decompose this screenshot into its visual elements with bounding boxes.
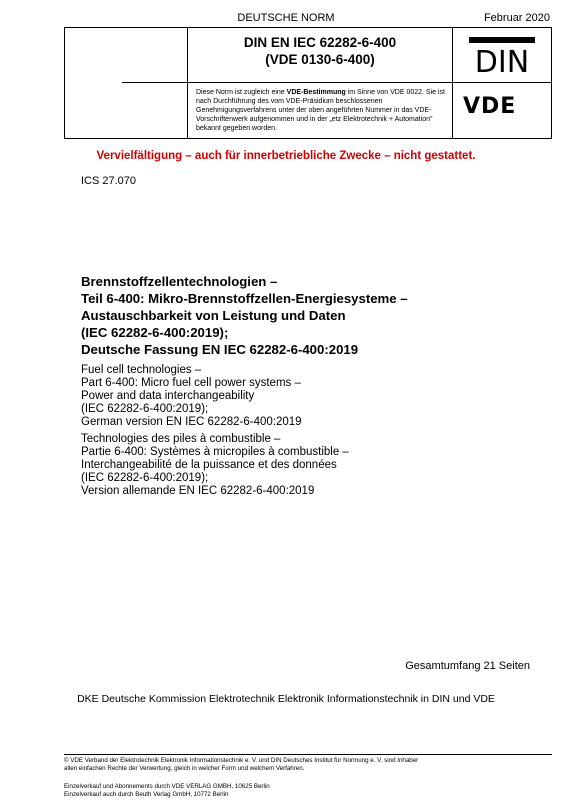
- publication-date: Februar 2020: [483, 12, 550, 24]
- french-title-line: Version allemande EN IEC 62282-6-400:2019: [81, 485, 315, 497]
- vde-notice-post: im Sinne von VDE 0022. Sie ist nach Durchführung des vom VDE-Präsidium beschlossenen Genehmigungsverfahrens unter der oben angeführten Nummer in das VDE-Vorschriftenwerk aufgenommen und in der „etz Elektrotechnik + Automation" bekannt gegeben worden.: [196, 89, 445, 132]
- copyright-line: allen einfachen Rechte der Verwertung, gleich in welcher Form und welchem Verfahren.: [64, 764, 305, 772]
- vde-notice-bold: VDE-Bestimmung: [286, 89, 346, 96]
- english-title: [81, 364, 521, 429]
- document-number-vde: (VDE 0130-6-400): [265, 52, 375, 67]
- sales-info: [64, 783, 544, 798]
- page-count: Gesamtumfang 21 Seiten: [405, 660, 530, 672]
- english-title-line: Power and data interchangeability: [81, 390, 255, 402]
- document-number: [188, 34, 452, 68]
- document-number-din: DIN EN IEC 62282-6-400: [243, 35, 397, 50]
- copyright-notice: [64, 757, 544, 772]
- reproduction-warning: Vervielfältigung – auch für innerbetriebliche Zwecke – nicht gestattet.: [96, 150, 476, 162]
- french-title-line: Partie 6-400: Systèmes à micropiles à combustible –: [81, 446, 349, 458]
- ics-code: ICS 27.070: [81, 175, 137, 187]
- french-title-line: Interchangeabilité de la puissance et des données: [81, 459, 337, 471]
- vde-logo: VDE: [463, 94, 517, 119]
- german-title: [81, 273, 521, 358]
- din-logo: [468, 36, 536, 76]
- footer-divider: [64, 754, 552, 755]
- frame-divider-horizontal-logo: [452, 82, 552, 83]
- vde-notice: [196, 88, 448, 133]
- sales-line: Einzelverkauf auch durch Beuth Verlag GmbH, 10772 Berlin: [64, 790, 229, 798]
- norm-type-header: DEUTSCHE NORM: [237, 12, 335, 24]
- english-title-line: German version EN IEC 62282-6-400:2019: [81, 416, 302, 428]
- dke-statement: DKE Deutsche Kommission Elektrotechnik Elektronik Informationstechnik in DIN und VDE: [77, 693, 495, 705]
- english-title-line: (IEC 62282-6-400:2019);: [81, 403, 209, 415]
- german-title-line: Teil 6-400: Mikro-Brennstoffzellen-Energiesysteme –: [81, 291, 408, 306]
- vde-notice-pre: Diese Norm ist zugleich eine: [196, 89, 287, 96]
- french-title-line: Technologies des piles à combustible –: [81, 433, 281, 445]
- copyright-line: © VDE Verband der Elektrotechnik Elektronik Informationstechnik e. V. und DIN Deutsches Institut für Normung e. V. sind Inhaber: [64, 757, 419, 764]
- german-title-line: Deutsche Fassung EN IEC 62282-6-400:2019: [81, 342, 359, 357]
- english-title-line: Fuel cell technologies –: [81, 364, 202, 376]
- title-frame: [64, 27, 552, 139]
- french-title-line: (IEC 62282-6-400:2019);: [81, 472, 209, 484]
- din-logo-text: DIN: [474, 45, 530, 76]
- german-title-line: (IEC 62282-6-400:2019);: [81, 325, 229, 340]
- german-title-line: Brennstoffzellentechnologien –: [81, 274, 278, 289]
- frame-divider-horizontal: [122, 82, 452, 83]
- french-title: [81, 433, 521, 498]
- english-title-line: Part 6-400: Micro fuel cell power systems –: [81, 377, 301, 389]
- sales-line: Einzelverkauf und Abonnements durch VDE VERLAG GMBH, 10625 Berlin: [64, 783, 270, 790]
- german-title-line: Austauschbarkeit von Leistung und Daten: [81, 308, 346, 323]
